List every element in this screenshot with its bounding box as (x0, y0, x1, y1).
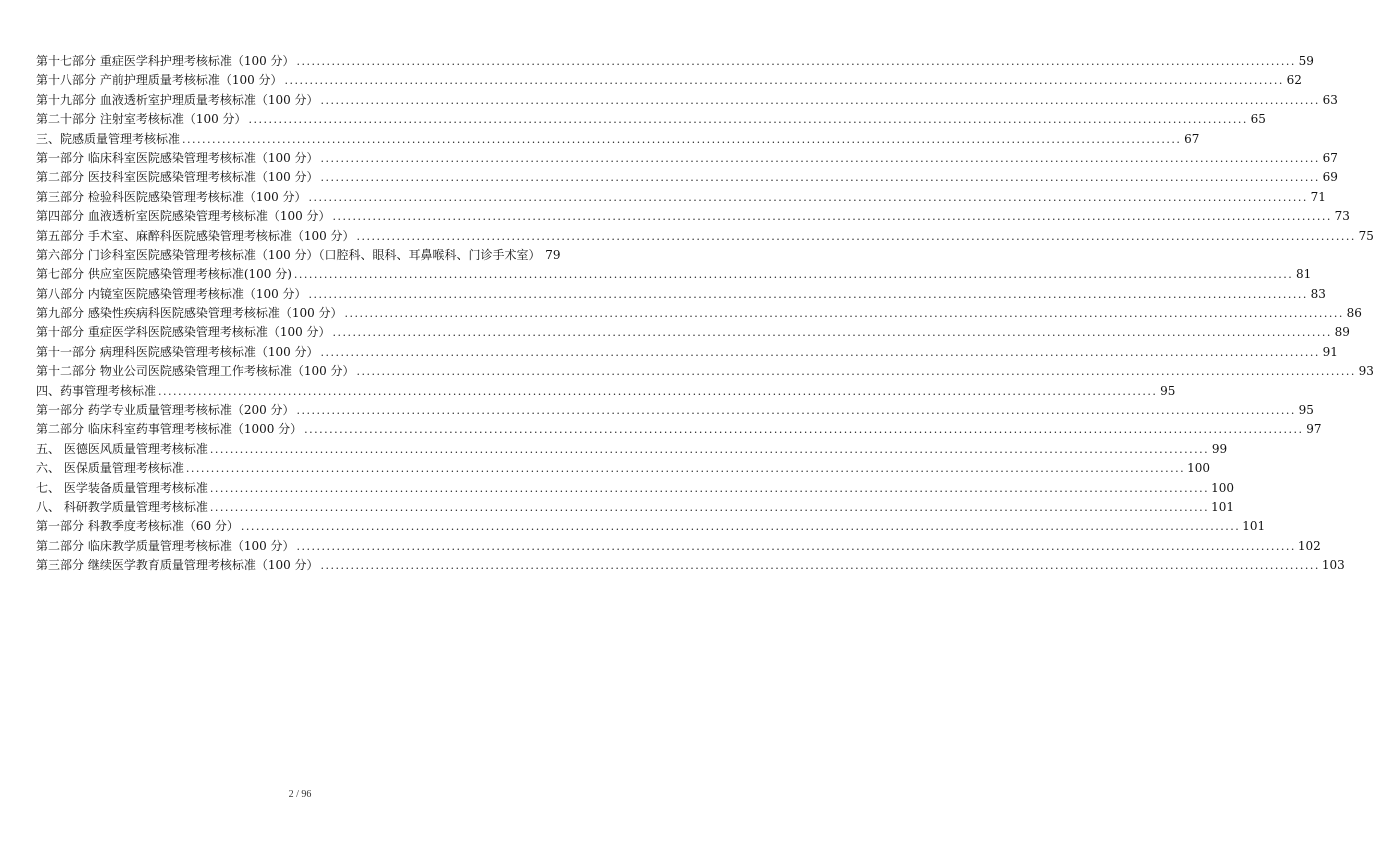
toc-dot-leader: ........................................................................................................................................................................................................ (293, 268, 1294, 282)
toc-dot-leader: ........................................................................................................................................................................................................ (185, 462, 1186, 476)
toc-entry-title: 第二部分 医技科室医院感染管理考核标准（100 分） (36, 170, 319, 185)
toc-dot-leader: ........................................................................................................................................................................................................ (332, 210, 1332, 224)
toc-entry-title: 第九部分 感染性疾病科医院感染管理考核标准（100 分） (36, 306, 343, 321)
toc-entry[interactable] (36, 304, 1362, 323)
toc-entry-page: 62 (1286, 73, 1302, 88)
toc-entry[interactable] (36, 420, 1322, 439)
toc-entry-page: 67 (1184, 131, 1200, 146)
toc-entry-title: 第十八部分 产前护理质量考核标准（100 分） (36, 73, 283, 88)
toc-entry-title: 第三部分 检验科医院感染管理考核标准（100 分） (36, 189, 307, 204)
toc-entry[interactable] (36, 149, 1338, 168)
toc-dot-leader: ........................................................................................................................................................................................................ (209, 481, 1210, 495)
toc-entry-title: 第十一部分 病理科医院感染管理考核标准（100 分） (36, 344, 319, 359)
toc-entry-title: 第十九部分 血液透析室护理质量考核标准（100 分） (36, 92, 319, 107)
toc-dot-leader: ........................................................................................................................................................................................................ (308, 190, 1308, 204)
toc-dot-leader: ........................................................................................................................................................................................................ (296, 539, 1296, 553)
toc-dot-leader: ........................................................................................................................................................................................................ (320, 171, 1320, 185)
toc-dot-leader: ........................................................................................................................................................................................................ (209, 500, 1210, 514)
toc-entry[interactable] (36, 517, 1266, 536)
toc-entry-page: 100 (1211, 480, 1235, 495)
toc-entry[interactable] (36, 440, 1228, 459)
toc-dot-leader: ........................................................................................................................................................................................................ (308, 287, 1308, 301)
toc-dot-leader: ........................................................................................................................................................................................................ (296, 404, 1296, 418)
page-footer-number: 2 / 96 (288, 789, 312, 800)
toc-entry-page: 103 (1321, 558, 1345, 573)
toc-entry-title: 四、药事管理考核标准 (36, 383, 157, 398)
toc-entry-page: 101 (1211, 499, 1235, 514)
toc-entry-page: 89 (1334, 325, 1350, 340)
toc-dot-leader: ........................................................................................................................................................................................................ (356, 229, 1356, 243)
toc-dot-leader: ........................................................................................................................................................................................................ (240, 520, 1241, 534)
toc-entry[interactable] (36, 71, 1302, 90)
toc-entry-title: 六、 医保质量管理考核标准 (36, 461, 184, 476)
toc-entry[interactable] (36, 401, 1314, 420)
toc-entry[interactable] (36, 459, 1211, 478)
toc-dot-leader: ........................................................................................................................................................................................................ (248, 113, 1248, 127)
toc-entry-title: 第五部分 手术室、麻醉科医院感染管理考核标准（100 分） (36, 228, 355, 243)
toc-entry[interactable] (36, 498, 1235, 517)
toc-dot-leader: ........................................................................................................................................................................................................ (320, 93, 1320, 107)
toc-dot-leader: ........................................................................................................................................................................................................ (320, 151, 1320, 165)
toc-entry-title: 第十七部分 重症医学科护理考核标准（100 分） (36, 54, 295, 68)
toc-entry-title: 第三部分 继续医学教育质量管理考核标准（100 分） (36, 558, 319, 573)
toc-entry-title: 七、 医学装备质量管理考核标准 (36, 480, 208, 495)
toc-entry[interactable] (36, 537, 1321, 556)
toc-entry[interactable] (36, 285, 1326, 304)
toc-entry-page: 63 (1322, 92, 1338, 107)
toc-dot-leader: ........................................................................................................................................................................................................ (158, 384, 1158, 398)
toc-dot-leader: ........................................................................................................................................................................................................ (209, 442, 1210, 456)
toc-entry-title: 第一部分 科教季度考核标准（60 分） (36, 519, 239, 534)
toc-entry[interactable] (36, 246, 561, 265)
toc-entry-title: 第二部分 临床教学质量管理考核标准（100 分） (36, 538, 295, 553)
toc-entry-page: 71 (1310, 189, 1326, 204)
toc-entry-page: 100 (1187, 461, 1211, 476)
toc-entry[interactable] (36, 130, 1200, 149)
toc-dot-leader: ........................................................................................................................................................................................................ (344, 307, 1344, 321)
toc-entry[interactable] (36, 479, 1235, 498)
toc-entry[interactable] (36, 362, 1374, 381)
toc-entry-title: 第七部分 供应室医院感染管理考核标准(100 分) (36, 267, 292, 282)
toc-entry[interactable] (36, 343, 1338, 362)
toc-entry[interactable] (36, 556, 1345, 575)
toc-entry[interactable] (36, 323, 1350, 342)
toc-entry-page: 102 (1297, 538, 1321, 553)
toc-dot-leader: ........................................................................................................................................................................................................ (320, 559, 1320, 573)
toc-dot-leader: ........................................................................................................................................................................................................ (332, 326, 1332, 340)
toc-entry-page: 101 (1242, 519, 1266, 534)
toc-entry-title: 五、 医德医风质量管理考核标准 (36, 441, 208, 456)
toc-entry-page: 81 (1295, 267, 1312, 282)
toc-entry[interactable] (36, 52, 1314, 71)
toc-entry[interactable] (36, 382, 1176, 401)
toc-entry-title: 第二十部分 注射室考核标准（100 分） (36, 112, 247, 127)
toc-entry-page: 79 (545, 247, 561, 262)
toc-entry-page: 93 (1358, 364, 1374, 379)
toc-entry[interactable] (36, 188, 1326, 207)
toc-entry-page: 67 (1322, 150, 1338, 165)
toc-entry-page: 95 (1160, 383, 1176, 398)
toc-entry-title: 第十二部分 物业公司医院感染管理工作考核标准（100 分） (36, 364, 355, 379)
toc-entry-page: 91 (1322, 344, 1338, 359)
toc-entry-title: 第一部分 药学专业质量管理考核标准（200 分） (36, 403, 295, 418)
toc-entry-page: 73 (1334, 209, 1350, 224)
toc-entry-title: 第八部分 内镜室医院感染管理考核标准（100 分） (36, 286, 307, 301)
toc-dot-leader: ........................................................................................................................................................................................................ (296, 55, 1296, 68)
toc-entry-title: 第四部分 血液透析室医院感染管理考核标准（100 分） (36, 209, 331, 224)
toc-entry[interactable] (36, 110, 1266, 129)
toc-entry-title: 第十部分 重症医学科医院感染管理考核标准（100 分） (36, 325, 331, 340)
toc-entry-page: 69 (1322, 170, 1338, 185)
toc-entry-title: 八、 科研教学质量管理考核标准 (36, 499, 208, 514)
toc-dot-leader: ........................................................................................................................................................................................................ (182, 132, 1182, 146)
toc-entry-page: 99 (1211, 441, 1228, 456)
toc-entry-page: 86 (1346, 306, 1362, 321)
toc-entry[interactable] (36, 227, 1374, 246)
toc-dot-leader: ........................................................................................................................................................................................................ (284, 74, 1284, 88)
toc-entry-page: 65 (1250, 112, 1266, 127)
toc-entry-page: 75 (1358, 228, 1374, 243)
toc-entry-title: 第一部分 临床科室医院感染管理考核标准（100 分） (36, 150, 319, 165)
toc-entry[interactable] (36, 265, 1312, 284)
toc-dot-leader: ........................................................................................................................................................................................................ (304, 423, 1304, 437)
toc-dot-leader: ........................................................................................................................................................................................................ (356, 365, 1356, 379)
toc-entry[interactable] (36, 207, 1350, 226)
toc-entry-page: 83 (1310, 286, 1326, 301)
toc-entry-title: 第六部分 门诊科室医院感染管理考核标准（100 分）（口腔科、眼科、耳鼻喉科、门诊手术室） (36, 247, 541, 262)
toc-entry[interactable] (36, 168, 1338, 187)
toc-dot-leader: ........................................................................................................................................................................................................ (320, 345, 1320, 359)
toc-entry-page: 59 (1298, 54, 1314, 68)
toc-entry[interactable] (36, 91, 1338, 110)
toc-entry-title: 第二部分 临床科室药事管理考核标准（1000 分） (36, 422, 303, 437)
table-of-contents (36, 52, 1374, 576)
toc-entry-page: 95 (1298, 403, 1314, 418)
toc-entry-page: 97 (1306, 422, 1322, 437)
toc-entry-title: 三、院感质量管理考核标准 (36, 131, 181, 146)
